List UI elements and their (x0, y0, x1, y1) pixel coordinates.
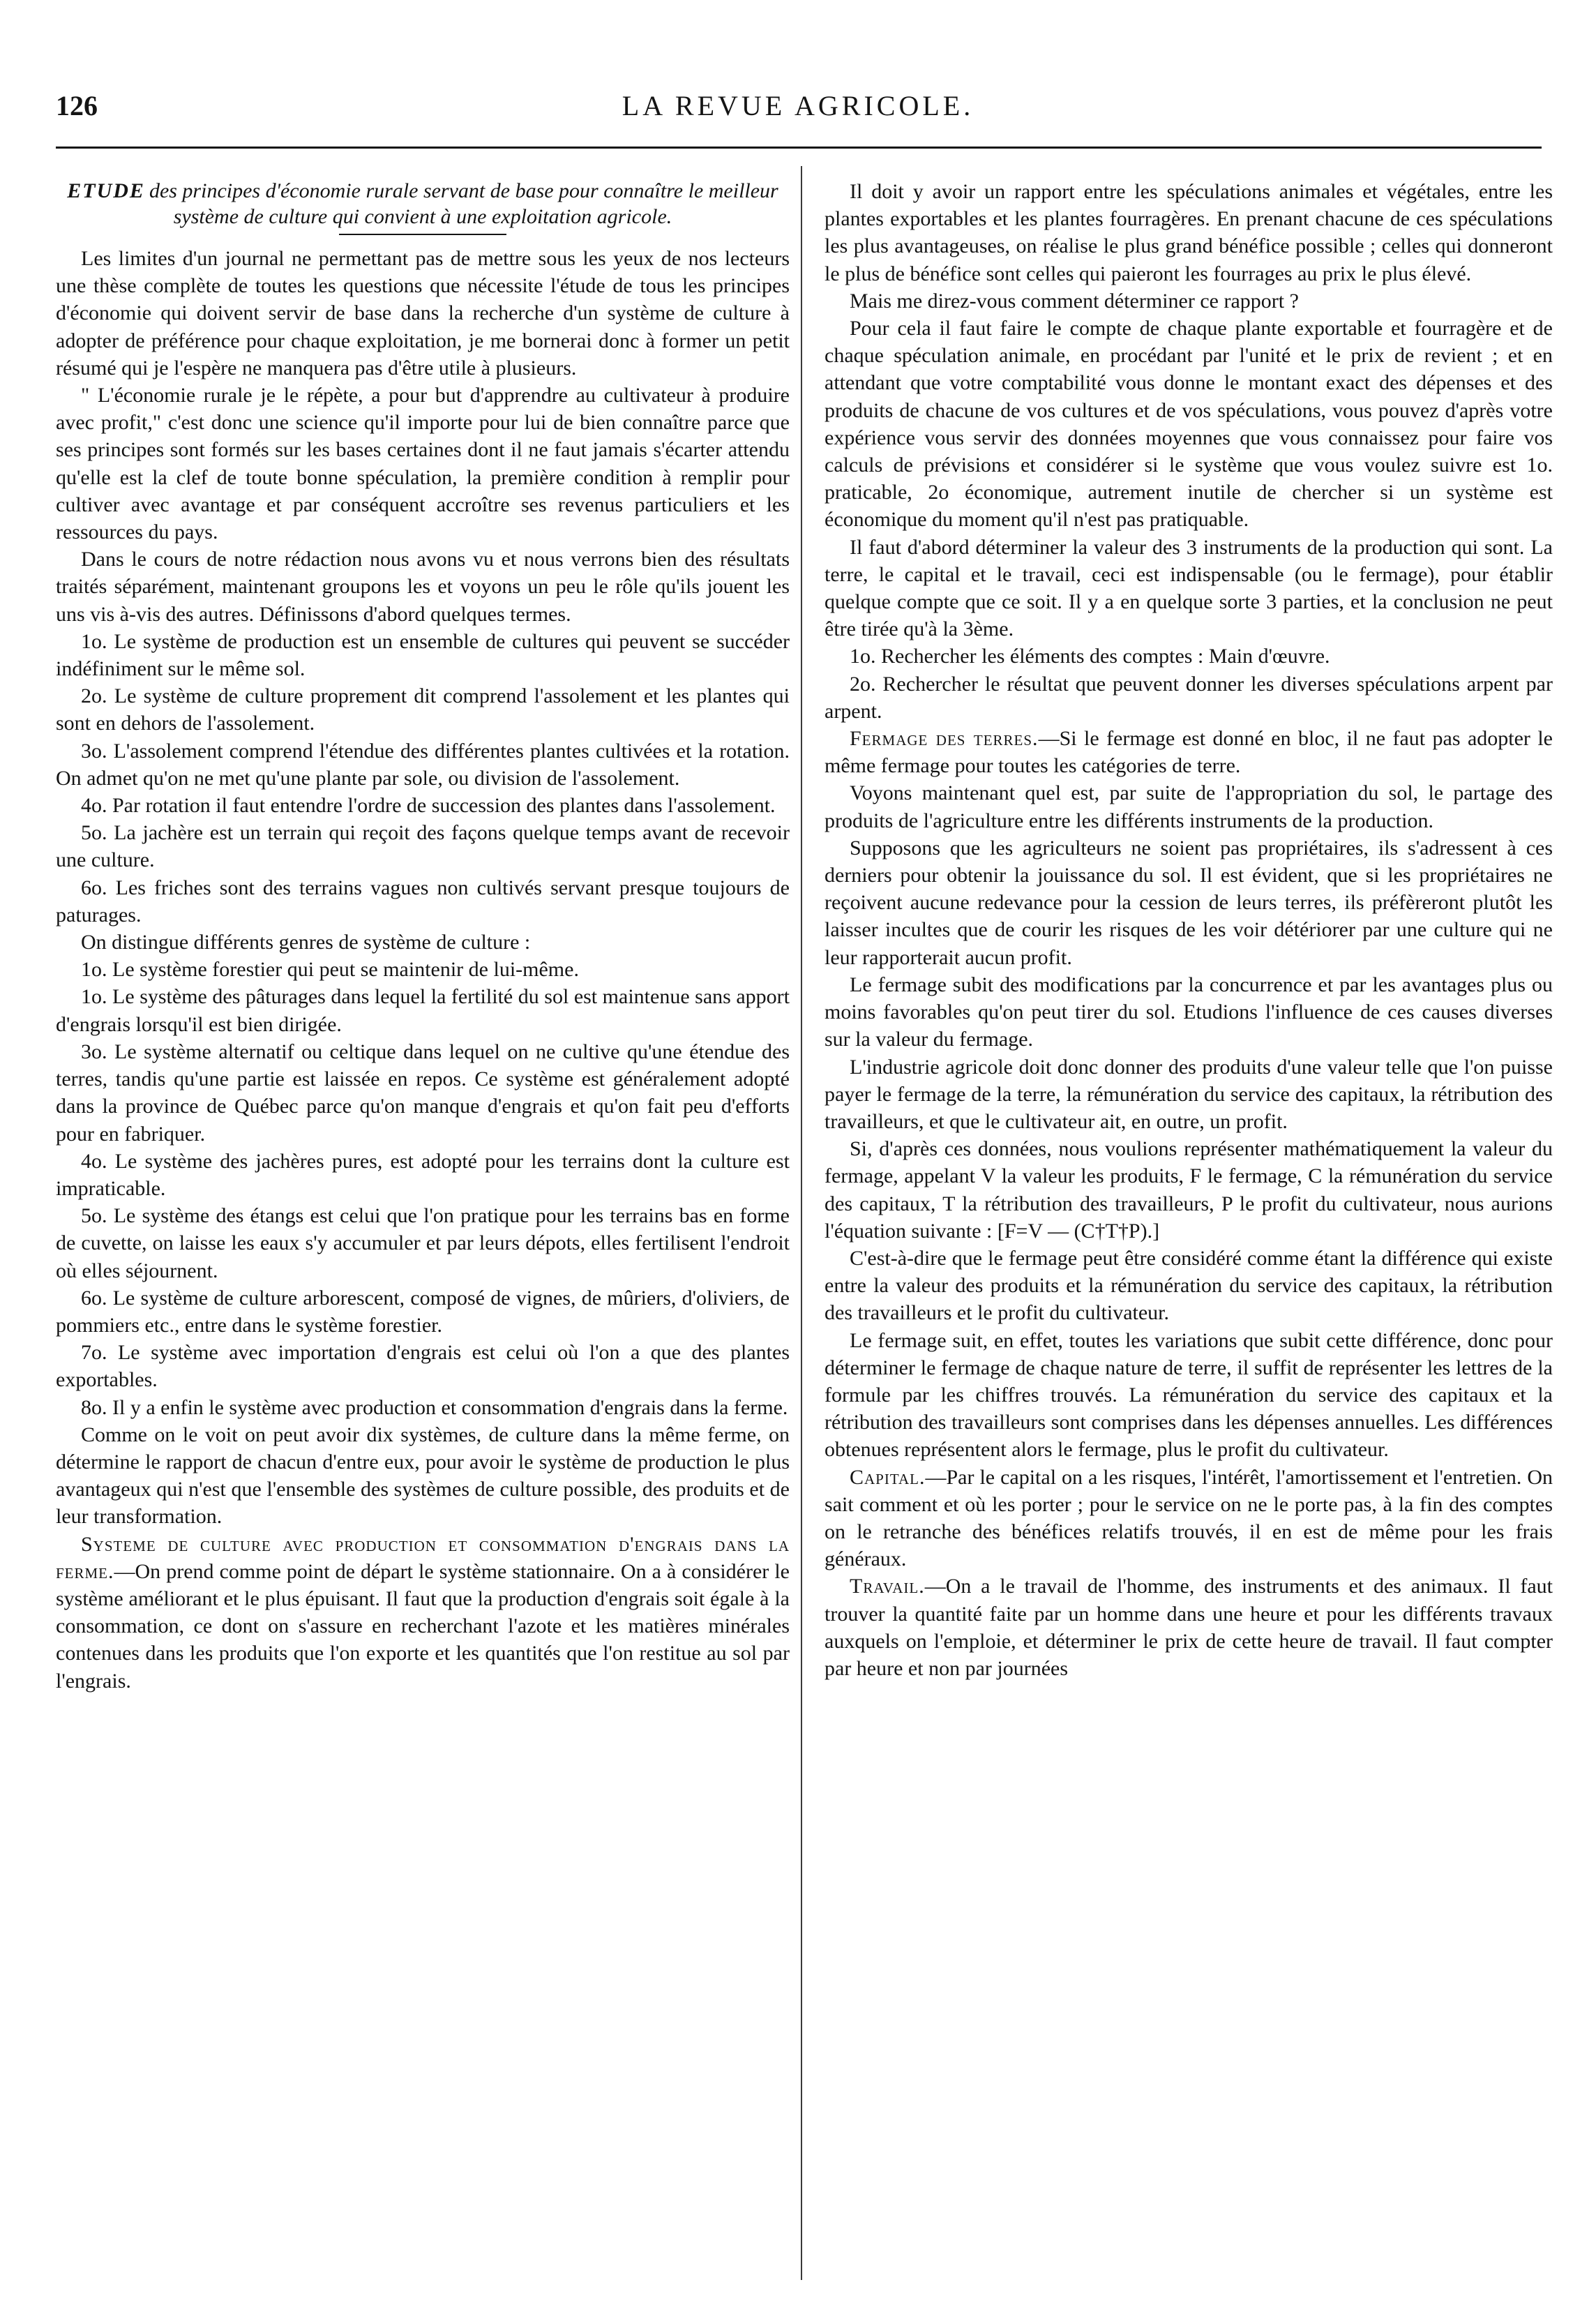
section-text: —On prend comme point de départ le système stationnaire. On a à considérer le système améliorant et le plus épuisant. Il faut que la production d'engrais soit égale à la consommation, ce dont on s'assure en recherchant l'azote et les matières minérales contenues dans les produits que l'on exporte et les quantités que l'on restitue au sol par l'engrais. (56, 1559, 790, 1693)
paragraph: C'est-à-dire que le fermage peut être considéré comme étant la différence qui existe entre la valeur des produits et la rémunération du service des capitaux, la rétribution des travailleurs et le profit du cultivateur. (825, 1246, 1553, 1325)
paragraph: " L'économie rurale je le répète, a pour but d'apprendre au cultivateur à produire avec profit," c'est donc une science qu'il importe pour lui de bien connaître parce que ses principes sont formés sur les bases certaines dont il ne faut jamais s'écarter attendu qu'elle est la clef de toute bonne spéculation, la première condition à remplir pour cultiver avec avantage et par conséquent accroître ses revenus particuliers et les ressources du pays. (56, 384, 790, 544)
paragraph: Si, d'après ces données, nous voulions représenter mathématiquement la valeur du fermage, appelant V la valeur les produits, F le fermage, C la rémunération du service des capitaux, T la rétribution des travailleurs, P le profit du cultivateur, nous aurions l'équation suivante : [F=V — (C†T†P).] (825, 1137, 1553, 1243)
paragraph: Les limites d'un journal ne permettant pas de mettre sous les yeux de nos lecteurs une thèse complète de toutes les questions que nécessite l'étude de tous les principes d'économie qui doivent servir de base dans la recherche d'un système de culture à adopter de préférence pour chaque exploitation, je me bornerai donc à former un petit résumé qui je l'espère ne manquera pas d'être utile à plusieurs. (56, 247, 790, 380)
page-number: 126 (56, 90, 98, 121)
section-heading: Systeme de culture avec production et consommation d'engrais dans la ferme. (56, 1532, 790, 1583)
paragraph: 1o. Le système des pâturages dans lequel la fertilité du sol est maintenue sans apport d'engrais lorsqu'il est bien dirigée. (56, 985, 790, 1036)
paragraph: 7o. Le système avec importation d'engrais est celui où l'on a que des plantes exportables. (56, 1341, 790, 1392)
paragraph: 3o. L'assolement comprend l'étendue des différentes plantes cultivées et la rotation. On admet qu'on ne met qu'une plante par sole, ou division de l'assolement. (56, 739, 790, 790)
paragraph: 2o. Le système de culture proprement dit comprend l'assolement et les plantes qui sont en dehors de l'assolement. (56, 684, 790, 735)
paragraph: Pour cela il faut faire le compte de chaque plante exportable et fourragère et de chaque spéculation animale, en procédant par l'unité et le prix de revient ; et en attendant que votre comptabilité vous donne le montant exact des dépenses et des produits de chacune de vos cultures et de vos spéculations, vous pouvez d'après votre expérience vous servir des données moyennes que vous connaissez pour faire vos calculs de prévisions et considérer si le système que vous voulez suivre est 1o. praticable, 2o économique, autrement inutile de chercher si un système est économique du moment qu'il n'est pas pratiquable. (825, 317, 1553, 532)
paragraph: 6o. Le système de culture arborescent, composé de vignes, de mûriers, d'oliviers, de pommiers etc., entre dans le système forestier. (56, 1286, 790, 1337)
section-paragraph (825, 1573, 1553, 1682)
section-paragraph (825, 1464, 1553, 1573)
left-column (56, 178, 790, 1695)
paragraph: Supposons que les agriculteurs ne soient pas propriétaires, ils s'adressent à ces derniers pour obtenir la jouissance du sol. Il est évident, que si les propriétaires ne reçoivent aucune redevance pour la cession de leurs terres, ils préfèreront plutôt les laisser incultes que de courir les risques de les voir détériorer par une culture qui ne leur rapporterait aucun profit. (825, 836, 1553, 969)
section-heading: Fermage des terres. (850, 727, 1039, 751)
paragraph: Comme on le voit on peut avoir dix systèmes, de culture dans la même ferme, on détermine le rapport de chacun d'entre eux, pour avoir le système de production le plus avantageux qui n'est que l'ensemble des systèmes de culture possible, des produits et de leur transformation. (56, 1423, 790, 1529)
paragraph: 1o. Rechercher les éléments des comptes : Main d'œuvre. (850, 645, 1330, 668)
paragraph: 1o. Le système de production est un ensemble de cultures qui peuvent se succéder indéfiniment sur le même sol. (56, 629, 790, 681)
section-text: —Par le capital on a les risques, l'intérêt, l'amortissement et l'entretien. On sait comment et où les porter ; pour le service on ne le porte pas, à la fin des comptes on le retranche des bénéfices relatifs trouvés, il en est de même pour les frais généraux. (825, 1465, 1553, 1571)
article-title (56, 178, 790, 230)
paragraph: 1o. Le système forestier qui peut se maintenir de lui-même. (81, 958, 579, 982)
paragraph: Voyons maintenant quel est, par suite de l'appropriation du sol, le partage des produits de l'agriculture entre les différents instruments de la production. (825, 781, 1553, 832)
paragraph: 8o. Il y a enfin le système avec production et consommation d'engrais dans la ferme. (81, 1395, 788, 1419)
section-text: —On a le travail de l'homme, des instruments et des animaux. Il faut trouver la quantité faite par un homme dans une heure et pour les différents travaux auxquels on l'emploie, et déterminer le prix de cette heure de travail. Il faut compter par heure et non par journées (825, 1575, 1553, 1680)
paragraph: 5o. La jachère est un terrain qui reçoit des façons quelque temps avant de recevoir une culture. (56, 821, 790, 872)
paragraph: 6o. Les friches sont des terrains vagues non cultivés servant presque toujours de paturages. (56, 876, 790, 927)
paragraph: Dans le cours de notre rédaction nous avons vu et nous verrons bien des résultats traités séparément, maintenant groupons les et voyons un peu le rôle qu'ils jouent les uns vis à-vis des autres. Définissons d'abord quelques termes. (56, 548, 790, 626)
right-column (825, 178, 1553, 1682)
paragraph: 5o. Le système des étangs est celui que l'on pratique pour les terrains bas en forme de cuvette, on laisse les eaux s'y accumuler et par leurs dépots, elles fertilisent l'endroit où elles séjournent. (56, 1204, 790, 1282)
paragraph: Mais me direz-vous comment déterminer ce rapport ? (850, 289, 1299, 313)
section-text: —Si le fermage est donné en bloc, il ne faut pas adopter le même fermage pour toutes les catégories de terre. (825, 727, 1553, 778)
running-title: LA REVUE AGRICOLE. (622, 90, 974, 121)
paragraph: Il doit y avoir un rapport entre les spéculations animales et végétales, entre les plantes exportables et les plantes fourragères. En prenant chacune de ces spéculations les plus avantageuses, on réalise le plus grand bénéfice possible ; celles qui donneront le plus de bénéfice sont celles qui paieront les fourrages au prix le plus élevé. (825, 180, 1553, 285)
paragraph: Il faut d'abord déterminer la valeur des 3 instruments de la production qui sont. La terre, le capital et le travail, ceci est indispensable (ou le fermage), pour établir quelque compte que ce soit. Il y a en quelque sorte 3 parties, et la conclusion ne peut être tirée qu'à la 3ème. (825, 535, 1553, 641)
paragraph: Le fermage suit, en effet, toutes les variations que subit cette différence, donc pour déterminer le fermage de chaque nature de terre, il suffit de représenter les lettres de la formule par les chiffres trouvés. La rémunération du service des capitaux et la rétribution des travailleurs sont comprises dans les dépenses annuelles. Les différences obtenues représentent alors le fermage, plus le profit du cultivateur. (825, 1328, 1553, 1462)
article-title-lead: ETUDE (67, 179, 145, 202)
paragraph: On distingue différents genres de système de culture : (81, 931, 531, 954)
paragraph: L'industrie agricole doit donc donner des produits d'une valeur telle que l'on puisse payer le fermage de la terre, la rémunération du service des capitaux, la rétribution des travailleurs, et que le cultivateur ait, en outre, un profit. (825, 1055, 1553, 1133)
column-rule (801, 166, 802, 2280)
page-header (56, 89, 1540, 131)
article-title-rest: des principes d'économie rurale servant de base pour connaître le meilleur système de culture qui convient à une exploitation agricole. (149, 179, 778, 228)
section-heading: Travail. (850, 1575, 925, 1598)
section-paragraph (56, 1531, 790, 1695)
section-paragraph (825, 725, 1553, 779)
header-rule (56, 147, 1542, 149)
paragraph: 2o. Rechercher le résultat que peuvent donner les diverses spéculations arpent par arpent. (825, 672, 1553, 723)
title-rule (339, 234, 506, 235)
paragraph: Le fermage subit des modifications par la concurrence et par les avantages plus ou moins favorables qu'on peut tirer du sol. Etudions l'influence de ces causes diverses sur la valeur du fermage. (825, 973, 1553, 1051)
paragraph: 4o. Par rotation il faut entendre l'ordre de succession des plantes dans l'assolement. (81, 794, 776, 818)
section-heading: Capital. (850, 1465, 926, 1489)
paragraph: 3o. Le système alternatif ou celtique dans lequel on ne cultive qu'une étendue des terres, tandis qu'une partie est laissée en repos. Ce système est généralement adopté dans la province de Québec parce qu'on manque d'engrais et qu'on fait peu d'efforts pour en fabriquer. (56, 1040, 790, 1146)
paragraph: 4o. Le système des jachères pures, est adopté pour les terrains dont la culture est impraticable. (56, 1149, 790, 1200)
